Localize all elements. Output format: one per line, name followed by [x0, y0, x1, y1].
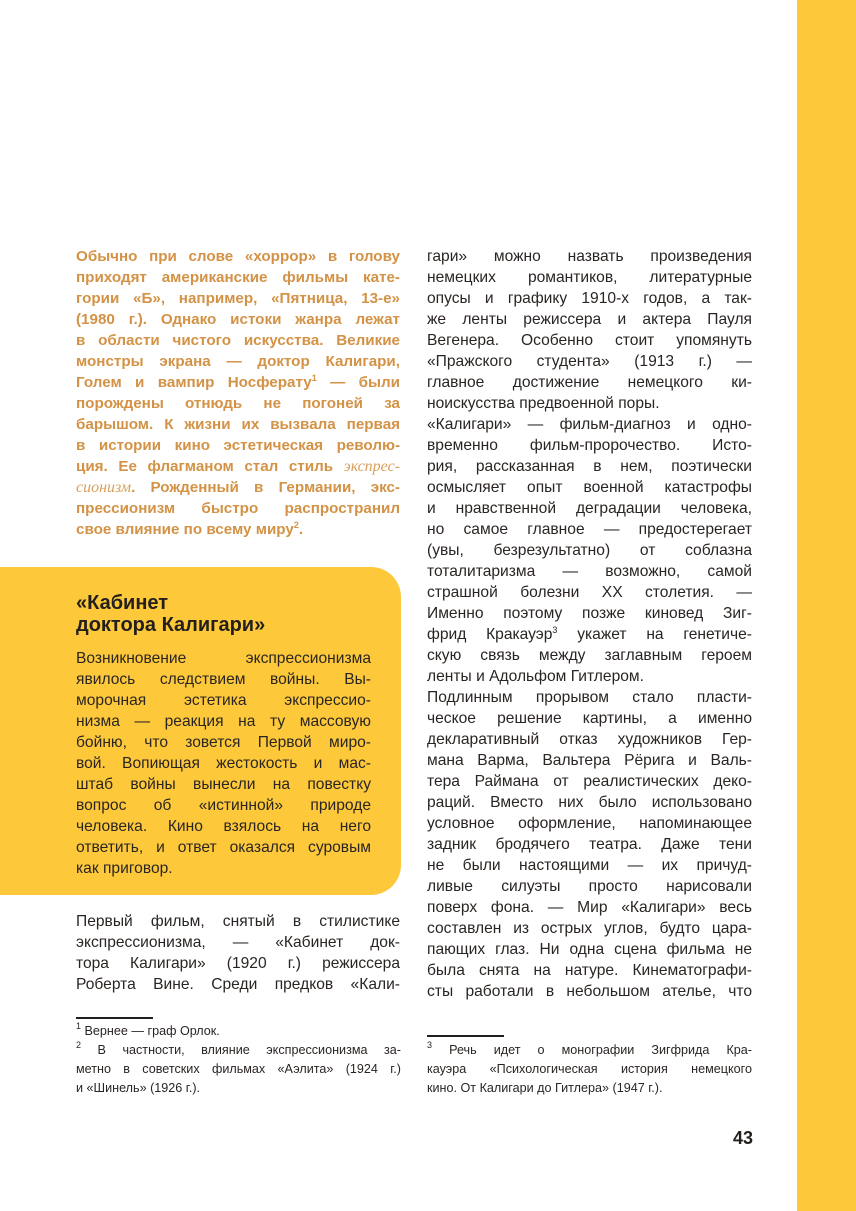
text-line	[427, 246, 752, 267]
text-line	[76, 648, 371, 669]
text-segment: поверх фона. — Мир «Калигари» весь	[427, 899, 752, 916]
text-line	[76, 1022, 401, 1041]
text-line	[76, 669, 371, 690]
text-line	[427, 624, 752, 645]
text-line	[427, 288, 752, 309]
text-line	[427, 372, 752, 393]
text-line	[427, 939, 752, 960]
text-segment: Возникновение экспрессионизма	[76, 650, 371, 667]
text-segment: прессионизм быстро распространил	[76, 500, 400, 517]
text-line	[427, 897, 752, 918]
text-line	[76, 974, 400, 995]
text-line	[76, 795, 371, 816]
text-segment: фрид Кракауэр	[427, 626, 553, 643]
text-segment: штаб войны вынесли на повестку	[76, 776, 371, 793]
intro-paragraph	[76, 246, 400, 540]
text-segment: барышом. К жизни их вызвала первая	[76, 416, 400, 433]
text-line	[427, 540, 752, 561]
text-segment: человека. Кино взялось на него	[76, 818, 371, 835]
footnote-marker: 2	[293, 520, 299, 530]
footnote-rule-left	[76, 1017, 153, 1019]
text-segment: рия, рассказанная в нем, поэтически	[427, 458, 752, 475]
text-segment: . Рожденный в Германии, экс-	[131, 479, 400, 496]
text-line	[427, 1060, 752, 1079]
text-line	[76, 816, 371, 837]
text-segment: декларативный отказ художников Гер-	[427, 731, 752, 748]
text-segment: приходят американские фильмы кате-	[76, 269, 400, 286]
italic-term: экспрес-	[343, 458, 400, 475]
text-segment: В частности, влияние экспрессионизма за-	[81, 1043, 401, 1057]
text-line	[427, 456, 752, 477]
text-segment: метно в советских фильмах «Аэлита» (1924 г.)	[76, 1062, 401, 1076]
text-line	[427, 309, 752, 330]
heading-line-2: доктора Калигари»	[76, 614, 266, 636]
text-line	[76, 372, 400, 393]
text-segment: монстры экрана — доктор Калигари,	[76, 353, 400, 370]
text-segment: ливые силуэты просто нарисовали	[427, 878, 752, 895]
text-line	[76, 774, 371, 795]
text-line	[76, 911, 400, 932]
text-segment: (увы, безрезультатно) от соблазна	[427, 542, 752, 559]
text-line	[427, 603, 752, 624]
text-segment: не были настоящими — их причуд-	[427, 857, 752, 874]
text-line	[427, 981, 752, 1002]
text-line	[76, 414, 400, 435]
text-segment: Голем и вампир Носферату	[76, 374, 312, 391]
text-segment: кино. От Калигари до Гитлера» (1947 г.).	[427, 1081, 663, 1095]
text-line	[76, 435, 400, 456]
text-line	[76, 309, 400, 330]
text-line	[76, 953, 400, 974]
footnote-marker: 3	[427, 1040, 433, 1050]
text-line	[427, 771, 752, 792]
text-line	[76, 456, 400, 477]
text-line	[76, 932, 400, 953]
italic-term: сионизм	[76, 479, 132, 496]
text-line	[427, 813, 752, 834]
text-line	[427, 666, 752, 687]
text-line	[427, 330, 752, 351]
text-line	[427, 582, 752, 603]
text-segment: тора Калигари» (1920 г.) режиссера	[76, 955, 400, 972]
text-segment: Роберта Вине. Среди предков «Кали-	[76, 976, 400, 993]
footnotes-left	[76, 1022, 401, 1098]
page-number: 43	[733, 1128, 754, 1148]
text-line	[76, 267, 400, 288]
text-segment: Речь идет о монографии Зигфрида Кра-	[432, 1043, 752, 1057]
text-line	[427, 834, 752, 855]
text-line	[427, 498, 752, 519]
right-body-column	[427, 246, 752, 1002]
text-segment: вопрос об «истинной» природе	[76, 797, 371, 814]
footnote-marker: 2	[76, 1040, 82, 1050]
footnote-marker: 3	[552, 625, 558, 635]
text-segment: тера Раймана от реалистических деко-	[427, 773, 752, 790]
text-line	[76, 288, 400, 309]
text-segment: Вернее — граф Орлок.	[81, 1024, 220, 1038]
text-line	[427, 351, 752, 372]
heading-line-1: «Кабинет	[76, 592, 169, 614]
text-line	[427, 729, 752, 750]
footnote-rule-right	[427, 1035, 504, 1037]
section-heading	[76, 592, 265, 636]
text-segment: и нравственной деградации человека,	[427, 500, 752, 517]
text-segment: временно фильм-пророчество. Исто-	[427, 437, 752, 454]
text-line	[427, 393, 752, 414]
text-segment: Подлинным прорывом стало пласти-	[427, 689, 752, 706]
text-segment: составлен из острых углов, будто цара-	[427, 920, 752, 937]
text-segment: «Калигари» — фильм-диагноз и одно-	[427, 416, 752, 433]
text-line	[427, 645, 752, 666]
text-segment: условное оформление, напоминающее	[427, 815, 752, 832]
footnote-marker: 1	[311, 373, 317, 383]
text-line	[76, 351, 400, 372]
text-segment: опусы и графику 1910-х годов, а так-	[427, 290, 752, 307]
text-segment: в истории кино эстетическая револю-	[76, 437, 400, 454]
text-segment: Именно поэтому позже киновед Зиг-	[427, 605, 752, 622]
text-line	[427, 1079, 752, 1098]
text-segment: Первый фильм, снятый в стилистике	[76, 913, 400, 930]
text-segment: же ленты режиссера и актера Пауля	[427, 311, 752, 328]
text-segment: раций. Вместо них было использовано	[427, 794, 752, 811]
text-segment: вой. Вопиющая жестокость и мас-	[76, 755, 371, 772]
text-line	[76, 753, 371, 774]
text-line	[427, 960, 752, 981]
text-line	[76, 837, 371, 858]
text-segment: гари» можно назвать произведения	[427, 248, 752, 265]
text-line	[76, 711, 371, 732]
text-segment: осмысляет опыт военной катастрофы	[427, 479, 752, 496]
text-line	[76, 858, 371, 879]
text-line	[427, 750, 752, 771]
text-segment: тоталитаризма — возможно, самой	[427, 563, 752, 580]
text-line	[427, 792, 752, 813]
text-line	[76, 1041, 401, 1060]
text-line	[427, 876, 752, 897]
yellow-edge-strip	[797, 0, 856, 1211]
text-segment: Обычно при слове «хоррор» в голову	[76, 248, 400, 265]
text-line	[76, 246, 400, 267]
text-segment: ответить, и ответ оказался суровым	[76, 839, 371, 856]
text-segment: была снята на натуре. Кинематографи-	[427, 962, 752, 979]
text-line	[76, 519, 400, 540]
text-segment: ция. Ее флагманом стал стиль	[76, 458, 344, 475]
text-segment: .	[298, 521, 304, 538]
text-segment: — были	[316, 374, 400, 391]
text-segment: морочная эстетика экспрессио-	[76, 692, 371, 709]
box-body	[76, 648, 371, 879]
footnotes-right	[427, 1041, 752, 1098]
footnote-marker: 1	[76, 1021, 82, 1031]
text-line	[76, 732, 371, 753]
text-segment: гории «Б», например, «Пятница, 13-е»	[76, 290, 400, 307]
text-line	[76, 1079, 401, 1098]
text-segment: низма — реакция на ту массовую	[76, 713, 371, 730]
text-segment: кауэра «Психологическая история немецкого	[427, 1062, 752, 1076]
text-segment: в области чистого искусства. Великие	[76, 332, 400, 349]
text-segment: скую связь между заглавным героем	[427, 647, 752, 664]
text-line	[76, 330, 400, 351]
text-segment: немецких романтиков, литературные	[427, 269, 752, 286]
text-line	[427, 267, 752, 288]
text-line	[427, 561, 752, 582]
text-line	[427, 435, 752, 456]
text-line	[76, 477, 400, 498]
text-segment: свое влияние по всему миру	[76, 521, 294, 538]
text-segment: порождены отнюдь не погоней за	[76, 395, 400, 412]
text-segment: мана Варма, Вальтера Рёрига и Валь-	[427, 752, 752, 769]
text-segment: явилось следствием войны. Вы-	[76, 671, 371, 688]
text-segment: как приговор.	[76, 860, 173, 877]
text-segment: и «Шинель» (1926 г.).	[76, 1081, 201, 1095]
text-segment: Вегенера. Особенно стоит упомянуть	[427, 332, 752, 349]
text-segment: но самое главное — предостерегает	[427, 521, 752, 538]
text-segment: пающих глаз. Ни одна сцена фильма не	[427, 941, 752, 958]
text-segment: бойню, что зовется Первой миро-	[76, 734, 371, 751]
text-segment: «Пражского студента» (1913 г.) —	[427, 353, 752, 370]
text-segment: укажет на генетиче-	[557, 626, 752, 643]
text-line	[427, 414, 752, 435]
text-segment: экспрессионизма, — «Кабинет док-	[76, 934, 400, 951]
text-line	[427, 519, 752, 540]
text-line	[427, 687, 752, 708]
text-segment: ленты и Адольфом Гитлером.	[427, 668, 644, 685]
text-segment: ноискусства предвоенной поры.	[427, 395, 660, 412]
text-line	[427, 1041, 752, 1060]
text-segment: главное достижение немецкого ки-	[427, 374, 752, 391]
text-segment: (1980 г.). Однако истоки жанра лежат	[76, 311, 400, 328]
text-line	[427, 477, 752, 498]
text-line	[76, 498, 400, 519]
text-line	[76, 690, 371, 711]
text-line	[427, 708, 752, 729]
text-line	[76, 393, 400, 414]
text-segment: страшной болезни XX столетия. —	[427, 584, 752, 601]
text-segment: ческое решение картины, а именно	[427, 710, 752, 727]
left-body-paragraph	[76, 911, 400, 995]
text-line	[76, 1060, 401, 1079]
text-line	[427, 855, 752, 876]
text-line	[427, 918, 752, 939]
text-segment: сты работали в небольшом ателье, что	[427, 983, 752, 1000]
text-segment: задник бродячего театра. Даже тени	[427, 836, 752, 853]
